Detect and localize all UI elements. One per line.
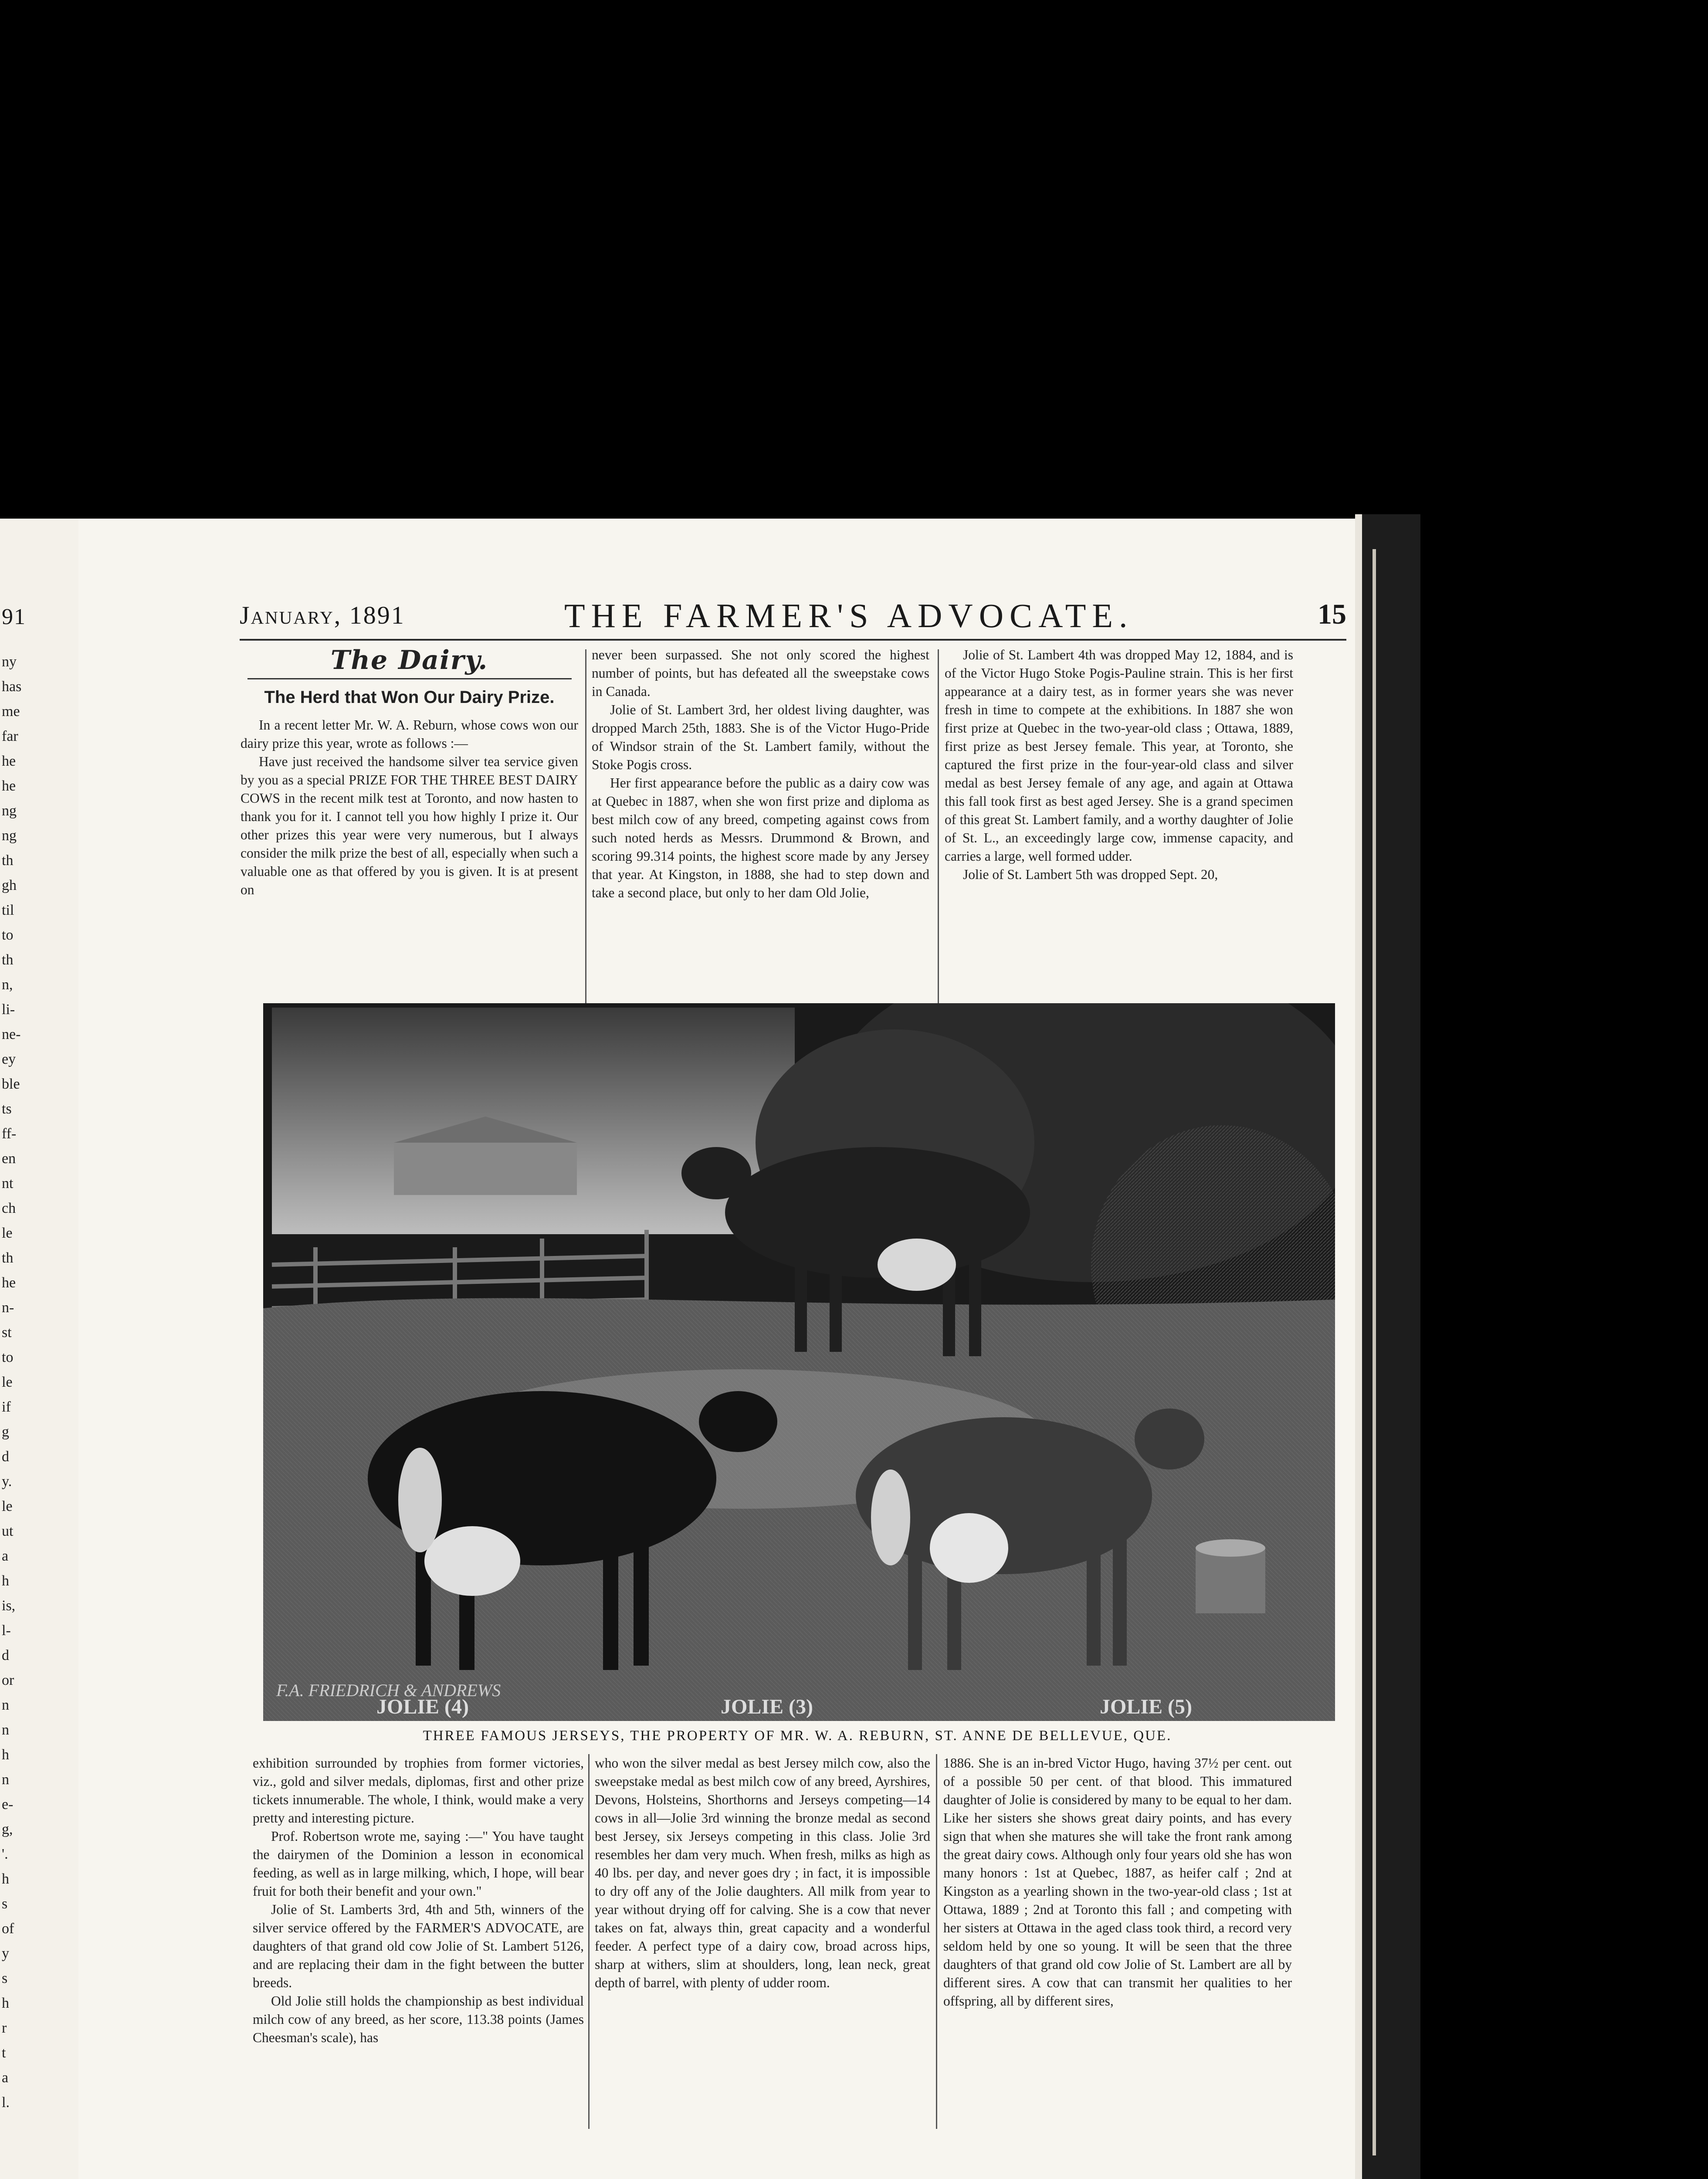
page-edge	[1355, 514, 1420, 2179]
binding-strip	[1355, 514, 1362, 2179]
column-1	[241, 645, 578, 899]
paragraph: Prof. Robertson wrote me, saying :—" You have taught the dairymen of the Dominion a lesson in economical feeding, as well as in large milking, which, I hope, will bear fruit for both their benefit and your own."	[253, 1829, 584, 1899]
column-2	[592, 646, 929, 902]
newspaper-page	[78, 519, 1355, 2179]
header-rule	[240, 639, 1346, 641]
binding-line	[1372, 549, 1376, 2155]
cow-label: JOLIE (4)	[376, 1695, 469, 1718]
cow-label: JOLIE (5)	[1100, 1695, 1193, 1718]
lower-column-3	[943, 1754, 1292, 2010]
paragraph: Jolie of St. Lambert 5th was dropped Sept. 20,	[963, 867, 1218, 882]
left-page-number: 91	[2, 604, 26, 629]
lower-column-1	[253, 1754, 584, 2047]
department-rule	[247, 678, 572, 679]
running-head	[240, 594, 1346, 633]
paragraph: 1886. She is an in-bred Victor Hugo, having 37½ per cent. out of a possible 50 per cent. of that blood. This immatured daughter of Jolie is considered by many to be equal to her dam. Like her sisters she shows great dairy points, and has every sign that when she matures she will take the front rank among the great dairy cows. Although only four years old she has won many honors : 1st at Quebec, 1887, as heifer calf ; 2nd at Kingston as a yearling shown in the two-year-old class ; 1st at Ottawa, 1889 ; 2nd at Toronto this fall ; and competing with her sisters at Ottawa in the aged class took third, a record very seldom held by one so young. It will be seen that the three daughters of that grand old cow Jolie of St. Lambert are all by different sires. A cow that can transmit her qualities to her offspring, all by different sires,	[943, 1755, 1292, 2009]
column-divider	[936, 1754, 937, 2129]
left-page-text-fragments: ny has me far he he ng ng th gh til to th n, li- ne- ey ble ts ff- en nt ch le th he n- st to le if g d y. le ut a h is, l- d or n n h n e- g, '. h s of y s h r t a l.	[2, 654, 22, 2111]
page-number: 15	[1318, 598, 1346, 630]
lower-column-2	[595, 1754, 930, 1992]
paragraph: Jolie of St. Lambert 3rd, her oldest living daughter, was dropped March 25th, 1883. She is of the Victor Hugo-Pride of Windsor strain of the St. Lambert family, without the Stoke Pogis cross.	[592, 702, 929, 772]
department-heading: The Dairy.	[330, 645, 488, 675]
paragraph: Old Jolie still holds the championship as best individual milch cow of any breed, as her score, 113.38 points (James Cheesman's scale), has	[253, 1993, 584, 2045]
cow-label: JOLIE (3)	[721, 1695, 813, 1718]
paragraph: Her first appearance before the public as a dairy cow was at Quebec in 1887, when she won first prize and diploma as best milch cow of any breed, competing against cows from such noted herds as Messrs. Drummond & Brown, and scoring 99.314 points, the highest score made by any Jersey that year. At Kingston, in 1888, she had to step down and take a second place, but only to her dam Old Jolie,	[592, 775, 929, 900]
column-divider	[588, 1754, 590, 2129]
paragraph: Have just received the handsome silver tea service given by you as a special PRIZE FOR THE THREE BEST DAIRY COWS in the recent milk test at Toronto, and now hasten to thank you for it. I cannot tell you how highly I prize it. Our other prizes this year were very numerous, but I always consider the milk prize the best of all, especially when such a valuable one as that offered by you is given. It is at present on	[241, 754, 578, 897]
paragraph: exhibition surrounded by trophies from former victories, viz., gold and silver medals, diplomas, first and other prize tickets innumerable. The whole, I think, would make a very pretty and interesting picture.	[253, 1755, 584, 1826]
engraving-illustration	[263, 1003, 1335, 1721]
three-jerseys-engraving	[263, 1003, 1335, 1721]
issue-date: January, 1891	[240, 601, 405, 629]
paragraph: Jolie of St. Lambert 4th was dropped May 12, 1884, and is of the Victor Hugo Stoke Pogis-Pauline strain. This is her first appearance at a dairy test, as in former years she was never fresh in time to compete at the exhibitions. In 1887 she won first prize at Quebec in the two-year-old class ; Ottawa, 1889, first prize as best Jersey female. This year, at Toronto, she captured the first prize in the four-year-old class and silver medal as best Jersey female of any age, and again at Ottawa this fall took first as best aged Jersey. She is a grand specimen of this great St. Lambert family, and a worthy daughter of Jolie of St. L., an exceedingly large cow, immense capacity, and carries a large, well formed udder.	[945, 647, 1293, 864]
paragraph: Jolie of St. Lamberts 3rd, 4th and 5th, winners of the silver service offered by the FARMER'S ADVOCATE, are daughters of that grand old cow Jolie of St. Lambert 5126, and are replacing their dam in the fight between the butter breeds.	[253, 1902, 584, 1990]
engraving-caption: THREE FAMOUS JERSEYS, THE PROPERTY OF MR. W. A. REBURN, ST. ANNE DE BELLEVUE, QUE.	[423, 1728, 1172, 1744]
paragraph: who won the silver medal as best Jersey milch cow, also the sweepstake medal as best milch cow of any breed, Ayrshires, Devons, Holsteins, Shorthorns and Jerseys competing—14 cows in all—Jolie 3rd winning the bronze medal as second best Jersey, six Jerseys competing in this class. Jolie 3rd resembles her dam very much. When fresh, milks as high as 40 lbs. per day, and never goes dry ; in fact, it is impossible to dry off any of the Jolie daughters. All milk from year to year without drying off for calving. She is a cow that never takes on fat, always thin, great capacity and a wonderful feeder. A perfect type of a dairy cow, broad across hips, sharp at withers, slim at shoulders, long, lean neck, great depth of barrel, with plenty of udder room.	[595, 1755, 930, 1990]
publication-title: THE FARMER'S ADVOCATE.	[564, 597, 1134, 635]
article-headline: The Herd that Won Our Dairy Prize.	[264, 688, 555, 707]
column-3	[945, 646, 1293, 884]
paragraph: In a recent letter Mr. W. A. Reburn, whose cows won our dairy prize this year, wrote as follows :—	[241, 717, 578, 751]
engraver-signature: F.A. FRIEDRICH & ANDREWS	[276, 1680, 501, 1700]
left-facing-page	[0, 519, 86, 2179]
paragraph: never been surpassed. She not only scored the highest number of points, but has defeated all the sweepstake cows in Canada.	[592, 647, 929, 699]
